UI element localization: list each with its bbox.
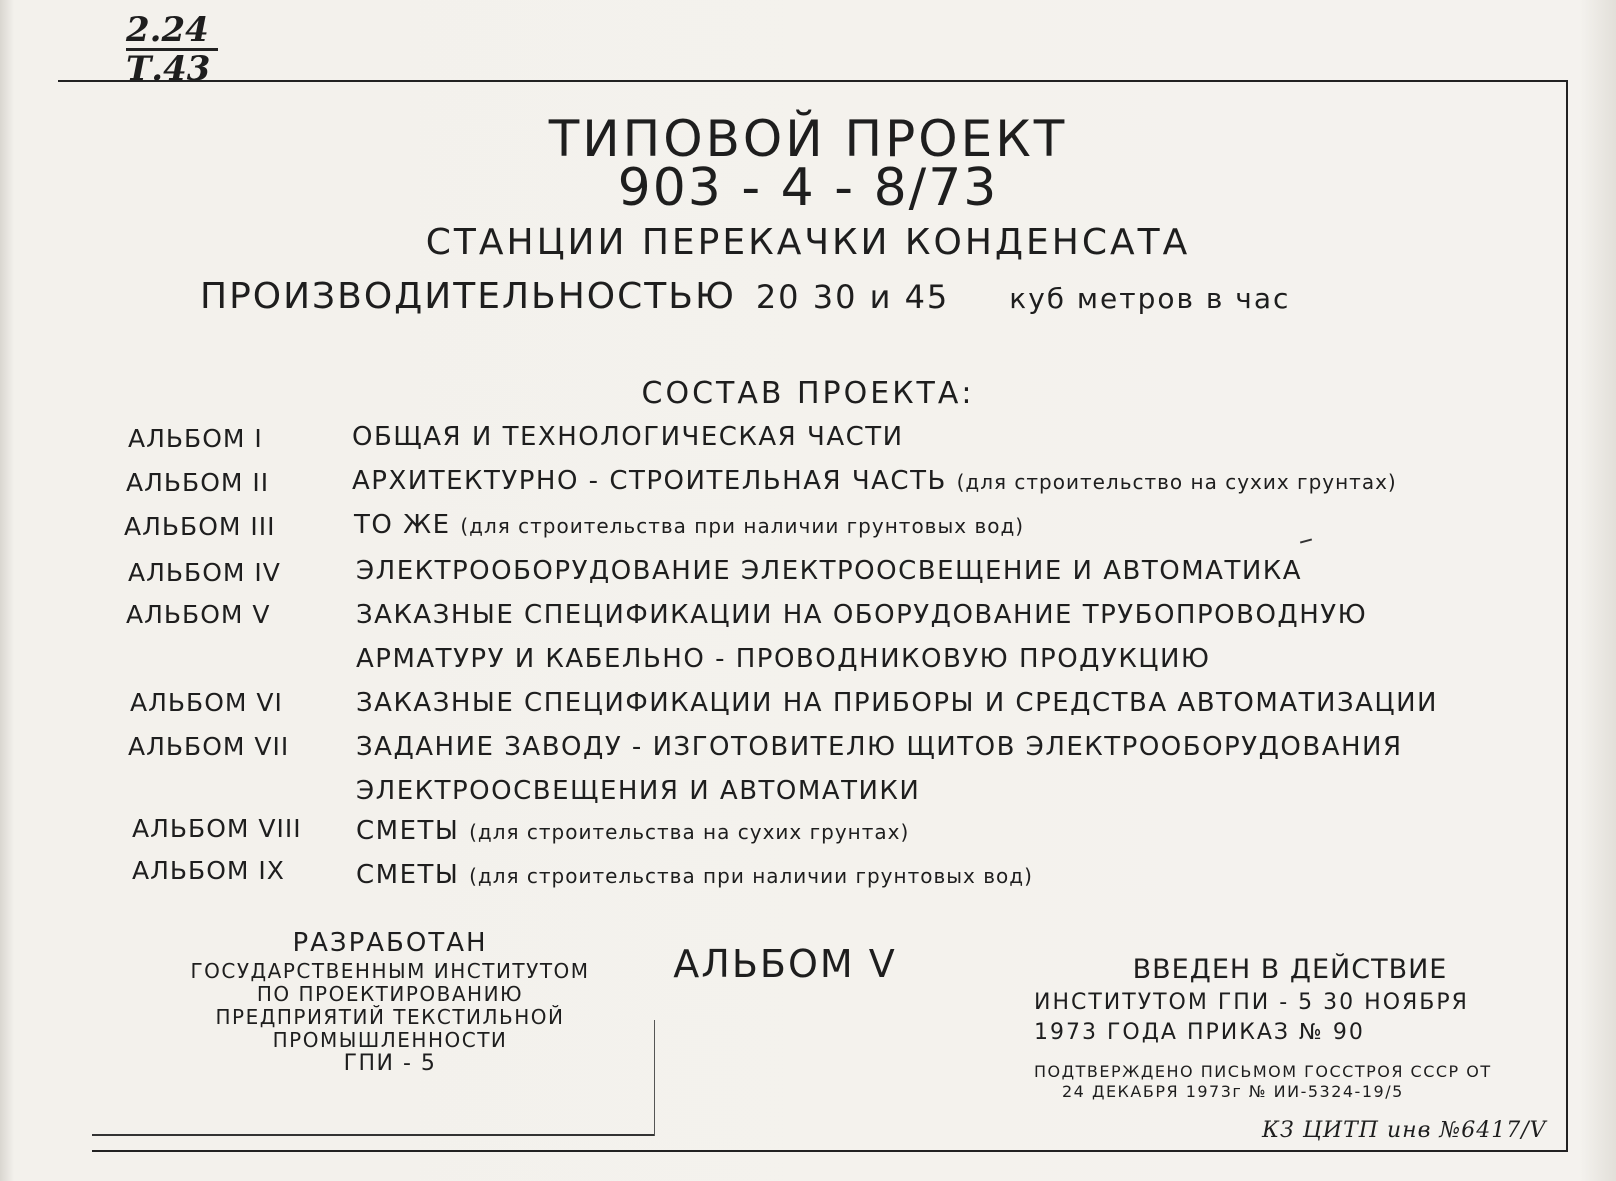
album-text: ЭЛЕКТРООБОРУДОВАНИЕ ЭЛЕКТРООСВЕЩЕНИЕ И АВТОМАТИКА bbox=[356, 556, 1303, 586]
album-text: АРХИТЕКТУРНО - СТРОИТЕЛЬНАЯ ЧАСТЬ bbox=[352, 466, 947, 496]
current-album: АЛЬБОМ V bbox=[673, 942, 897, 986]
developer-line: ПРЕДПРИЯТИЙ ТЕКСТИЛЬНОЙ bbox=[215, 1005, 565, 1029]
confirmation-line: 24 ДЕКАБРЯ 1973г № ИИ-5324-19/5 bbox=[1062, 1082, 1404, 1101]
developer-heading: РАЗРАБОТАН bbox=[292, 928, 488, 958]
title-block-line bbox=[92, 1134, 654, 1136]
album-description bbox=[354, 510, 1024, 540]
introduction-heading: ВВЕДЕН В ДЕЙСТВИЕ bbox=[1132, 954, 1448, 985]
album-description bbox=[356, 600, 1367, 630]
frame-top-border bbox=[58, 80, 1568, 82]
album-label: АЛЬБОМ IV bbox=[128, 558, 281, 587]
album-text-2: ЭЛЕКТРООСВЕЩЕНИЯ И АВТОМАТИКИ bbox=[356, 776, 921, 806]
album-description-continued bbox=[356, 644, 1211, 674]
album-text: ЗАКАЗНЫЕ СПЕЦИФИКАЦИИ НА ПРИБОРЫ И СРЕДСТВА АВТОМАТИЗАЦИИ bbox=[356, 688, 1438, 718]
album-note: (для строительства при наличии грунтовых вод) bbox=[469, 864, 1033, 888]
composition-heading: СОСТАВ ПРОЕКТА: bbox=[641, 376, 975, 411]
confirmation-line: ПОДТВЕРЖДЕНО ПИСЬМОМ ГОССТРОЯ СССР ОТ bbox=[1034, 1062, 1492, 1081]
introduction-line: 1973 ГОДА ПРИКАЗ № 90 bbox=[1034, 1020, 1365, 1045]
album-label: АЛЬБОМ III bbox=[124, 512, 276, 541]
album-text: СМЕТЫ bbox=[356, 860, 460, 890]
album-label: АЛЬБОМ IX bbox=[132, 856, 285, 885]
album-text: ЗАДАНИЕ ЗАВОДУ - ИЗГОТОВИТЕЛЮ ЩИТОВ ЭЛЕКТРООБОРУДОВАНИЯ bbox=[356, 732, 1403, 762]
frame-bottom-border bbox=[92, 1150, 1568, 1152]
album-text: СМЕТЫ bbox=[356, 816, 460, 846]
album-description bbox=[356, 860, 1033, 890]
album-note: (для строительство на сухих грунтах) bbox=[956, 470, 1397, 494]
album-description bbox=[356, 556, 1302, 586]
album-label: АЛЬБОМ VIII bbox=[132, 814, 302, 843]
stray-mark bbox=[1300, 538, 1312, 543]
album-label: АЛЬБОМ VII bbox=[128, 732, 290, 761]
developer-line: ГПИ - 5 bbox=[343, 1051, 437, 1076]
capacity-label: ПРОИЗВОДИТЕЛЬНОСТЬЮ bbox=[200, 276, 736, 317]
album-description bbox=[352, 422, 904, 452]
album-description bbox=[356, 816, 909, 846]
developer-line: ПРОМЫШЛЕННОСТИ bbox=[272, 1028, 508, 1052]
corner-line-1: 2.24 bbox=[126, 12, 218, 51]
album-label: АЛЬБОМ V bbox=[126, 600, 271, 629]
project-subtitle: СТАНЦИИ ПЕРЕКАЧКИ КОНДЕНСАТА bbox=[425, 222, 1191, 263]
capacity-unit: куб метров в час bbox=[1009, 282, 1291, 315]
album-description bbox=[356, 732, 1403, 762]
album-description bbox=[352, 466, 1397, 496]
capacity-values: 20 30 и 45 bbox=[755, 278, 950, 316]
album-note: (для строительства при наличии грунтовых вод) bbox=[460, 514, 1025, 538]
project-title: ТИПОВОЙ ПРОЕКТ bbox=[548, 110, 1068, 168]
developer-line: ГОСУДАРСТВЕННЫМ ИНСТИТУТОМ bbox=[190, 959, 590, 983]
introduction-line: ИНСТИТУТОМ ГПИ - 5 30 НОЯБРЯ bbox=[1034, 990, 1469, 1015]
album-text: ТО ЖЕ bbox=[354, 510, 451, 540]
project-number: 903 - 4 - 8/73 bbox=[617, 158, 999, 218]
album-label: АЛЬБОМ VI bbox=[130, 688, 283, 717]
capacity-line bbox=[200, 276, 1290, 317]
archive-stamp: КЗ ЦИТП инв №6417/V bbox=[1262, 1118, 1547, 1143]
album-text-2: АРМАТУРУ И КАБЕЛЬНО - ПРОВОДНИКОВУЮ ПРОДУКЦИЮ bbox=[356, 644, 1211, 674]
album-note: (для строительства на сухих грунтах) bbox=[469, 820, 910, 844]
corner-inventory-mark bbox=[126, 12, 218, 87]
album-label: АЛЬБОМ I bbox=[128, 424, 263, 453]
corner-line-2: Т.43 bbox=[126, 49, 211, 89]
developer-line: ПО ПРОЕКТИРОВАНИЮ bbox=[256, 982, 524, 1006]
album-label: АЛЬБОМ II bbox=[126, 468, 270, 497]
album-text: ОБЩАЯ И ТЕХНОЛОГИЧЕСКАЯ ЧАСТИ bbox=[352, 422, 904, 452]
album-text: ЗАКАЗНЫЕ СПЕЦИФИКАЦИИ НА ОБОРУДОВАНИЕ ТРУБОПРОВОДНУЮ bbox=[356, 600, 1368, 630]
album-description bbox=[356, 688, 1438, 718]
album-description-continued bbox=[356, 776, 920, 806]
